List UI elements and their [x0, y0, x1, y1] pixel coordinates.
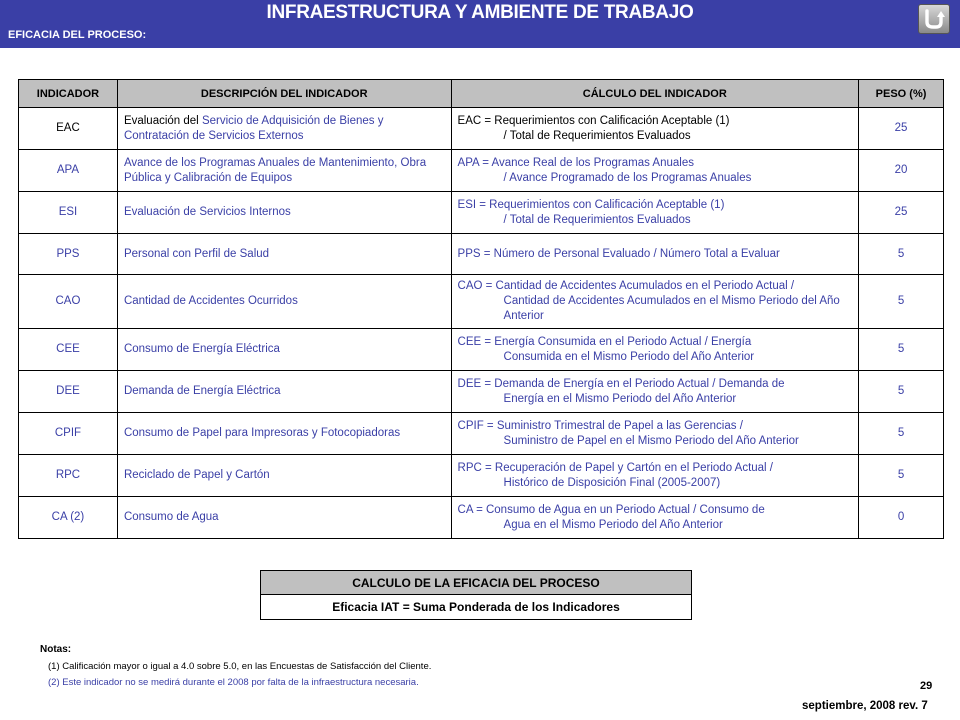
calculation-line-2: Agua en el Mismo Periodo del Año Anterior: [503, 518, 723, 531]
indicator-weight: 25: [859, 192, 944, 234]
indicator-weight: 5: [859, 329, 944, 371]
back-arrow-icon: [922, 8, 946, 30]
indicator-calculation: [451, 192, 859, 234]
indicator-description: [117, 234, 451, 275]
description-text: Demanda de Energía Eléctrica: [123, 385, 281, 397]
indicator-calculation: [451, 329, 859, 371]
indicator-weight: 5: [859, 455, 944, 497]
indicator-weight: 20: [859, 150, 944, 192]
back-button[interactable]: [918, 4, 950, 34]
indicator-calculation: [451, 455, 859, 497]
calculation-line-1: CPIF = Suministro Trimestral de Papel a las Gerencias /: [457, 419, 743, 432]
description-text: Consumo de Agua: [123, 511, 219, 523]
calculation-line-2: Cantidad de Accidentes Acumulados en el Mismo Periodo del Año Anterior: [503, 295, 840, 322]
revision-date: septiembre, 2008 rev. 7: [802, 700, 928, 712]
description-prefix: Evaluación del: [123, 114, 199, 127]
calculation-line-1: CA = Consumo de Agua en un Periodo Actual / Consumo de: [457, 503, 765, 516]
column-header-calculation: CÁLCULO DEL INDICADOR: [451, 80, 859, 108]
column-header-indicator: INDICADOR: [19, 80, 118, 108]
indicator-code: APA: [19, 150, 118, 192]
calculation-line-1: RPC = Recuperación de Papel y Cartón en el Periodo Actual /: [457, 461, 774, 474]
calculation-line-2: / Avance Programado de los Programas Anuales: [503, 171, 752, 184]
indicator-calculation: [451, 413, 859, 455]
table-row: [19, 497, 944, 539]
indicator-calculation: [451, 108, 859, 150]
description-text: Servicio de Adquisición de Bienes y Contratación de Servicios Externos: [123, 114, 384, 142]
notes-title: Notas:: [40, 644, 72, 655]
indicator-weight: 25: [859, 108, 944, 150]
indicator-description: [117, 455, 451, 497]
calculation-line-2: / Total de Requerimientos Evaluados: [503, 129, 691, 142]
indicator-code: RPC: [19, 455, 118, 497]
calculation-line-2: Consumida en el Mismo Periodo del Año Anterior: [503, 350, 755, 363]
table-row: [19, 108, 944, 150]
page-number: 29: [920, 680, 933, 692]
column-header-weight: PESO (%): [859, 80, 944, 108]
indicator-code: CPIF: [19, 413, 118, 455]
description-text: Personal con Perfil de Salud: [123, 247, 270, 260]
table-row: [19, 455, 944, 497]
table-row: [19, 371, 944, 413]
indicator-weight: 5: [859, 275, 944, 329]
calculation-line-1: DEE = Demanda de Energía en el Periodo Actual / Demanda de: [457, 377, 785, 390]
table-row: [19, 234, 944, 275]
indicator-weight: 5: [859, 234, 944, 275]
table-row: [19, 192, 944, 234]
indicator-code: PPS: [19, 234, 118, 275]
indicator-description: [117, 371, 451, 413]
table-row: [19, 275, 944, 329]
indicator-calculation: [451, 371, 859, 413]
indicator-code: EAC: [19, 108, 118, 150]
indicator-description: [117, 275, 451, 329]
calculation-line-1: ESI = Requerimientos con Calificación Aceptable (1): [457, 198, 725, 211]
indicator-description: [117, 150, 451, 192]
calculation-line-1: CEE = Energía Consumida en el Periodo Actual / Energía: [457, 335, 752, 348]
table-row: [19, 150, 944, 192]
page-subtitle: EFICACIA DEL PROCESO:: [8, 29, 147, 41]
description-text: Consumo de Papel para Impresoras y Fotocopiadoras: [123, 427, 401, 439]
description-text: Reciclado de Papel y Cartón: [123, 469, 270, 481]
calculation-line-2: Histórico de Disposición Final (2005-2007): [503, 476, 721, 489]
calculation-line-2: Energía en el Mismo Periodo del Año Anterior: [503, 392, 737, 405]
note-2: (2) Este indicador no se medirá durante el 2008 por falta de la infraestructura necesaria.: [48, 677, 419, 688]
description-text: Cantidad de Accidentes Ocurridos: [123, 295, 298, 307]
description-text: Avance de los Programas Anuales de Mantenimiento, Obra Pública y Calibración de Equipos: [123, 156, 427, 184]
note-1: (1) Calificación mayor o igual a 4.0 sobre 5.0, en las Encuestas de Satisfacción del Cliente.: [48, 661, 432, 672]
indicator-code: ESI: [19, 192, 118, 234]
description-text: Consumo de Energía Eléctrica: [123, 343, 280, 355]
indicator-code: CA (2): [19, 497, 118, 539]
calculation-line-1: PPS = Número de Personal Evaluado / Número Total a Evaluar: [457, 247, 780, 260]
indicator-weight: 0: [859, 497, 944, 539]
indicator-calculation: [451, 497, 859, 539]
indicator-weight: 5: [859, 371, 944, 413]
indicator-description: [117, 413, 451, 455]
efficacy-summary-table: [260, 570, 692, 620]
indicator-code: CAO: [19, 275, 118, 329]
page-title: INFRAESTRUCTURA Y AMBIENTE DE TRABAJO: [266, 2, 694, 23]
indicator-calculation: [451, 275, 859, 329]
indicator-description: [117, 192, 451, 234]
table-row: [19, 413, 944, 455]
table-header-row: [19, 80, 944, 108]
indicator-calculation: [451, 234, 859, 275]
calculation-line-2: Suministro de Papel en el Mismo Periodo del Año Anterior: [503, 434, 799, 447]
indicator-code: CEE: [19, 329, 118, 371]
indicator-code: DEE: [19, 371, 118, 413]
description-text: Evaluación de Servicios Internos: [123, 206, 291, 218]
summary-header: CALCULO DE LA EFICACIA DEL PROCESO: [261, 571, 692, 595]
column-header-description: DESCRIPCIÓN DEL INDICADOR: [117, 80, 451, 108]
indicator-description: [117, 497, 451, 539]
calculation-line-2: / Total de Requerimientos Evaluados: [503, 213, 691, 226]
header-bar: [0, 0, 960, 48]
indicators-table: [18, 79, 944, 539]
calculation-line-1: EAC = Requerimientos con Calificación Aceptable (1): [457, 114, 730, 127]
summary-formula: Eficacia IAT = Suma Ponderada de los Indicadores: [261, 595, 692, 620]
indicator-weight: 5: [859, 413, 944, 455]
calculation-line-1: CAO = Cantidad de Accidentes Acumulados en el Periodo Actual /: [457, 280, 795, 292]
indicator-description: [117, 108, 451, 150]
indicator-description: [117, 329, 451, 371]
indicator-calculation: [451, 150, 859, 192]
calculation-line-1: APA = Avance Real de los Programas Anuales: [457, 156, 694, 169]
table-row: [19, 329, 944, 371]
